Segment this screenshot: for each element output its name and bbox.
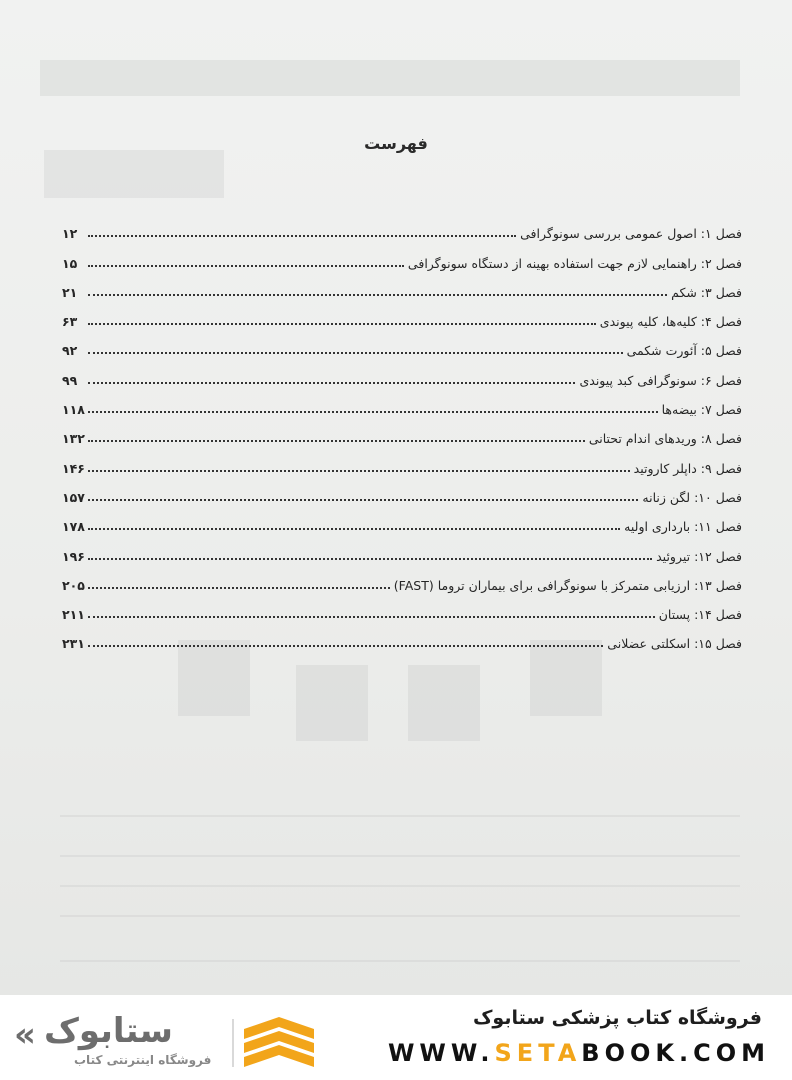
bleed-through-shape — [408, 665, 480, 741]
toc-entry — [62, 388, 742, 417]
toc-entry-page: ۲۱۱ — [62, 607, 85, 623]
toc-entry-page: ۱۲ — [62, 226, 78, 242]
dot-leader — [88, 616, 655, 618]
dot-leader — [88, 265, 404, 267]
url-highlight: SETA — [494, 1039, 582, 1067]
toc-entry-label: فصل ۲: راهنمایی لازم جهت استفاده بهینه از دستگاه سونوگرافی — [407, 255, 742, 271]
toc-entry-page: ۱۵ — [62, 255, 78, 271]
url-prefix: WWW. — [387, 1039, 495, 1067]
toc-title: فهرست — [364, 134, 428, 153]
toc-entry — [62, 271, 742, 300]
toc-entry-page: ۱۱۸ — [62, 402, 85, 418]
toc-entry — [62, 446, 742, 475]
toc-entry-label: فصل ۱۰: لگن زنانه — [642, 489, 742, 505]
toc-entry-label: فصل ۸: وریدهای اندام تحتانی — [588, 431, 742, 447]
toc-entry — [62, 564, 742, 593]
url-suffix: BOOK.COM — [581, 1039, 770, 1067]
toc-entry-label: فصل ۱۴: پستان — [658, 607, 742, 623]
bleed-through-shape — [44, 150, 224, 198]
toc-entry-label: فصل ۴: کلیه‌ها، کلیه پیوندی — [599, 314, 742, 330]
bleed-through-line — [60, 855, 740, 857]
dot-leader — [88, 558, 652, 560]
toc-entry — [62, 593, 742, 622]
toc-entry — [62, 241, 742, 270]
dot-leader — [88, 411, 658, 413]
dot-leader — [88, 323, 596, 325]
toc-entry — [62, 476, 742, 505]
toc-entry — [62, 358, 742, 387]
dot-leader — [88, 470, 630, 472]
logo-divider — [232, 1019, 234, 1067]
toc-entry-label: فصل ۵: آئورت شکمی — [626, 343, 742, 359]
bleed-through-line — [60, 885, 740, 887]
toc-entry — [62, 622, 742, 651]
chevrons-left-icon: « — [14, 1015, 36, 1055]
logo-wordmark: ستابوک — [44, 1011, 173, 1051]
toc-entry-page: ۱۷۸ — [62, 519, 85, 535]
toc-entry-page: ۲۱ — [62, 284, 78, 300]
toc-entry-page: ۹۲ — [62, 343, 78, 359]
dot-leader — [88, 499, 638, 501]
toc-entry-label: فصل ۱۵: اسکلتی عضلانی — [607, 636, 742, 652]
dot-leader — [88, 528, 620, 530]
store-banner — [0, 995, 792, 1080]
store-logo[interactable] — [14, 1009, 304, 1071]
toc-entry-page: ۹۹ — [62, 372, 78, 388]
toc-entry — [62, 505, 742, 534]
toc-entry-label: فصل ۳: شکم — [671, 284, 742, 300]
dot-leader — [88, 382, 575, 384]
store-name: فروشگاه کتاب پزشکی ستابوک — [472, 1007, 762, 1029]
bleed-through-shape — [296, 665, 368, 741]
toc-entry-page: ۱۴۶ — [62, 460, 85, 476]
bleed-through-line — [60, 815, 740, 817]
dot-leader — [88, 235, 516, 237]
toc-entry-label: فصل ۷: بیضه‌ها — [661, 402, 742, 418]
toc-entry-label: فصل ۱۱: بارداری اولیه — [624, 519, 742, 535]
toc-entry-label: فصل ۹: داپلر کاروتید — [633, 460, 742, 476]
bleed-through-line — [60, 915, 740, 917]
toc-entry-page: ۲۰۵ — [62, 577, 85, 593]
toc-entry-label: فصل ۱۳: ارزیابی متمرکز با سونوگرافی برای بیماران تروما (FAST) — [393, 577, 742, 593]
toc-entry-page: ۱۳۲ — [62, 431, 85, 447]
book-stack-icon — [242, 1015, 316, 1071]
dot-leader — [88, 352, 623, 354]
toc-entry — [62, 300, 742, 329]
toc-entry — [62, 329, 742, 358]
toc-entry — [62, 212, 742, 241]
toc-entry-label: فصل ۱۲: تیروئید — [656, 548, 742, 564]
dot-leader — [88, 587, 390, 589]
logo-tagline: فروشگاه اینترنتی کتاب — [74, 1053, 212, 1067]
toc-entry-page: ۱۹۶ — [62, 548, 85, 564]
bleed-through-line — [60, 960, 740, 962]
bleed-through-band — [40, 60, 740, 96]
store-url[interactable] — [388, 1039, 770, 1067]
toc-entry-page: ۶۳ — [62, 314, 78, 330]
toc-entry-label: فصل ۶: سونوگرافی کبد پیوندی — [579, 372, 742, 388]
toc-entry-label: فصل ۱: اصول عمومی بررسی سونوگرافی — [520, 226, 742, 242]
dot-leader — [88, 645, 603, 647]
dot-leader — [88, 294, 667, 296]
toc-entry — [62, 417, 742, 446]
table-of-contents — [62, 212, 742, 651]
toc-entry-page: ۲۳۱ — [62, 636, 85, 652]
dot-leader — [88, 440, 585, 442]
toc-entry — [62, 534, 742, 563]
toc-entry-page: ۱۵۷ — [62, 489, 85, 505]
